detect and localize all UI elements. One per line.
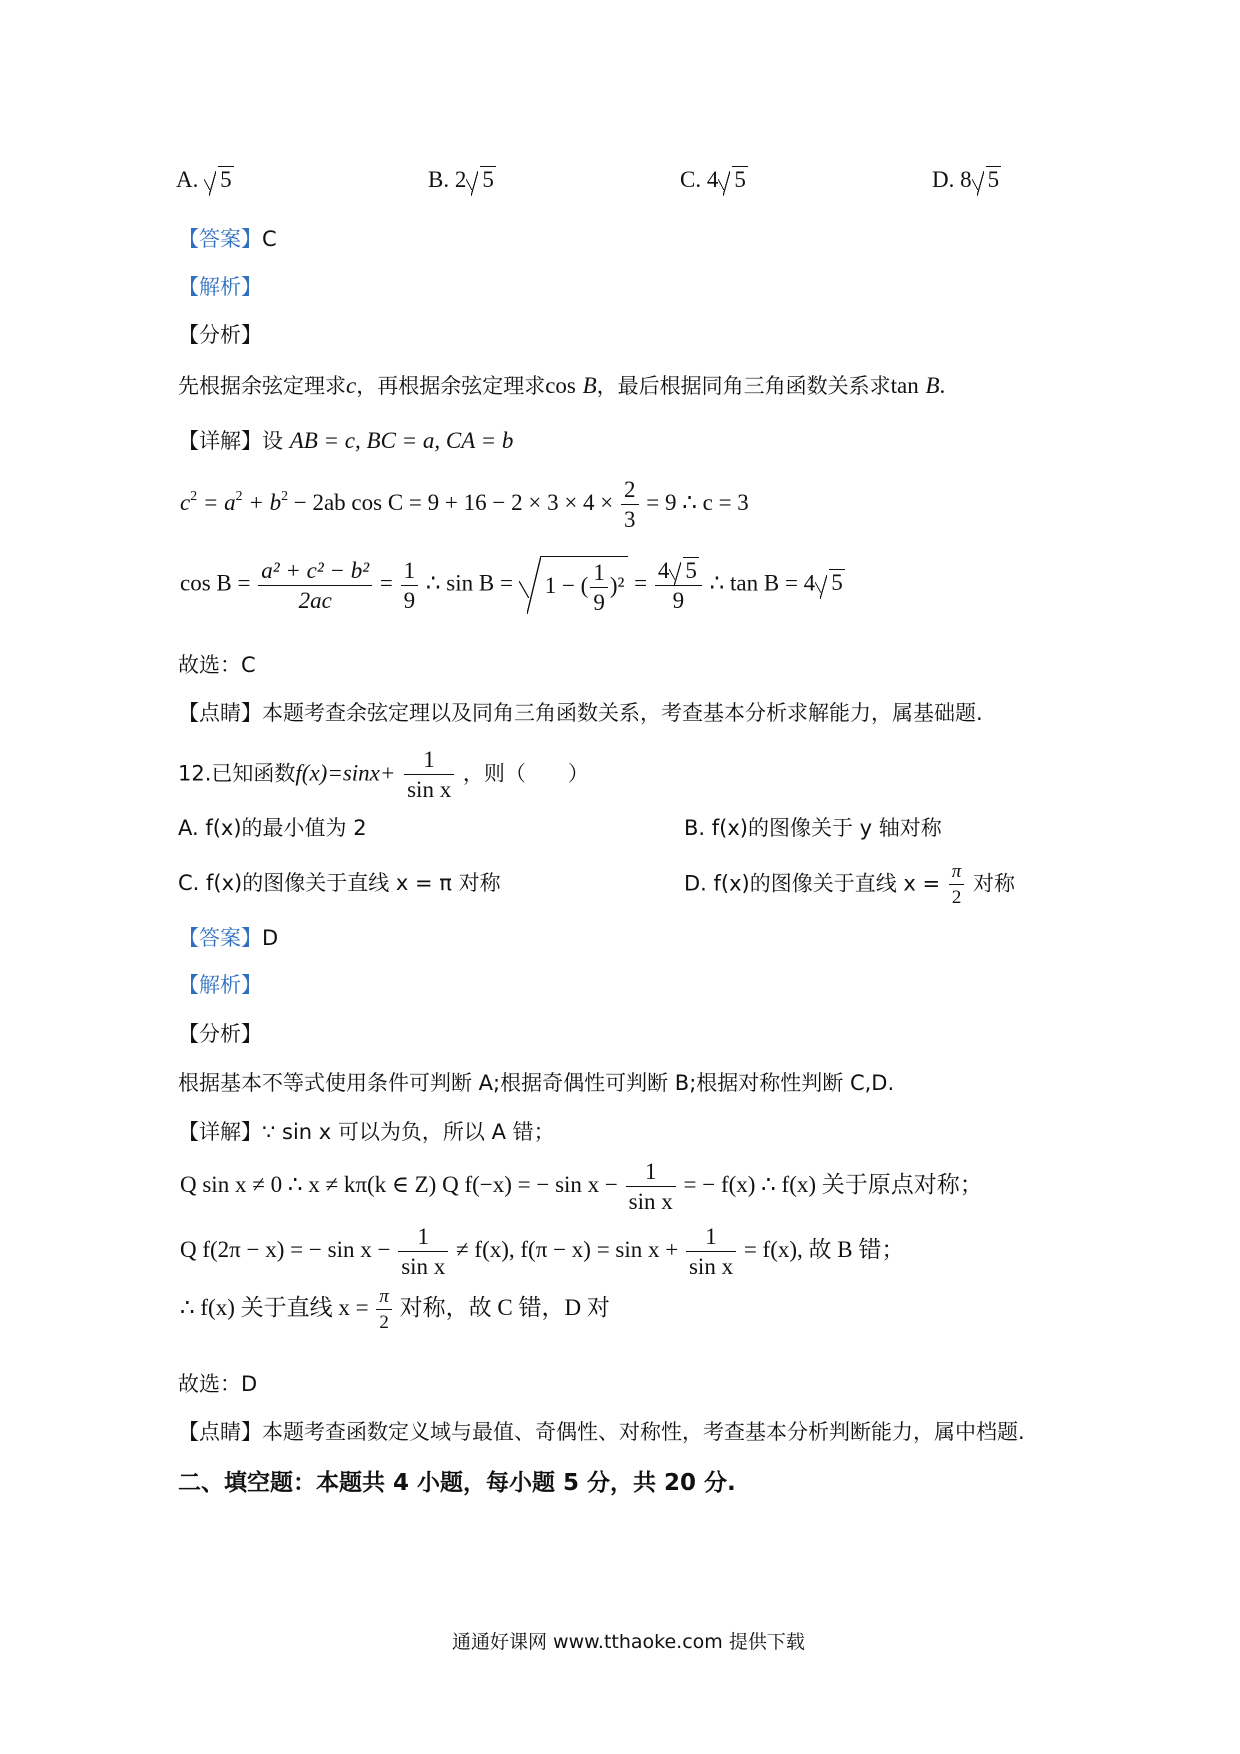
q12-option-d-num: π (951, 861, 962, 882)
eq2-cos-b: cos B = (180, 570, 251, 596)
fenxi-text-2: ，再根据余弦定理求 (356, 374, 546, 398)
eq1-result: = 9 ∴ c = 3 (646, 489, 749, 515)
eq2-sqrt (519, 556, 629, 614)
line2-post: = − f(x) ∴ f(x) 关于原点对称； (683, 1171, 983, 1197)
fenxi-var-b: B (582, 373, 597, 398)
line3-num-2: 1 (705, 1224, 717, 1249)
line4-den: 2 (376, 1309, 392, 1332)
sqrt-symbol (204, 168, 234, 191)
q12-option-d (684, 862, 1015, 907)
xiangjie-she: 设 (262, 429, 283, 453)
q12-stem-num: 1 (423, 747, 435, 772)
line4-post: 对称，故 C 错，D 对 (399, 1294, 610, 1320)
fenxi-var-c: c (346, 373, 357, 398)
option-a-radicand: 5 (220, 167, 232, 192)
answer-tag: 【答案】 (178, 926, 262, 950)
option-d (932, 168, 1001, 191)
q11-dianjing (178, 703, 983, 724)
eq2-inner: 1 − ( (544, 572, 589, 598)
line2-num: 1 (644, 1159, 657, 1184)
line4-num: π (379, 1286, 389, 1307)
line2-den: sin x (626, 1186, 676, 1213)
q11-xiangjie-line (178, 429, 513, 452)
eq2-numerator: a² + c² − b² (261, 557, 370, 583)
sqrt-symbol (972, 168, 1002, 191)
option-b-label: B. 2 (428, 167, 467, 192)
eq2-nine: 9 (401, 585, 419, 612)
page-footer: 通通好课网 www.tthaoke.com 提供下载 (452, 1631, 805, 1653)
eq1-a: = a (197, 489, 236, 515)
q12-dianjing (178, 1422, 1025, 1443)
option-c-label: C. 4 (680, 167, 719, 192)
q11-fenxi-text (178, 374, 945, 397)
q12-jiexi-tag: 【解析】 (178, 973, 262, 997)
fenxi-tan: tan (890, 373, 919, 398)
q12-fenxi-tag: 【分析】 (178, 1022, 262, 1046)
eq2-inner-num: 1 (593, 560, 605, 585)
line3-den-2: sin x (686, 1251, 736, 1278)
eq2-inner-end: )² (609, 572, 625, 598)
eq2-tan-b: ∴ tan B = 4 (709, 570, 816, 596)
line3-post: = f(x), 故 B 错； (743, 1236, 905, 1262)
option-b (428, 168, 496, 191)
q12-fenxi-text: 根据基本不等式使用条件可判断 A;根据奇偶性可判断 B;根据对称性判断 C,D. (178, 1071, 895, 1095)
line3-fraction-2 (686, 1225, 736, 1278)
eq2-equals-2: = (634, 570, 648, 596)
q12-stem-pre: 12.已知函数 (178, 761, 296, 786)
eq2-fraction-1 (258, 559, 372, 612)
q11-jiexi-tag: 【解析】 (178, 275, 262, 299)
eq1-c: c (180, 489, 191, 515)
line2-pre: Q sin x ≠ 0 ∴ x ≠ kπ(k ∈ Z) Q f(−x) = − sin x − (180, 1171, 618, 1197)
sqrt-symbol (718, 168, 748, 191)
line3-pre: Q f(2π − x) = − sin x − (180, 1236, 391, 1262)
fenxi-text-1: 先根据余弦定理求 (178, 374, 346, 398)
line3-fraction-1 (398, 1225, 448, 1278)
sqrt-symbol (466, 168, 496, 191)
equation-law-of-cosines-c: $c^2 = a^2 + b^2 - 2ab$ cos C = 9 + 16 − 2 × 3 × 4 × $\frac{2}{3}$ = 9 ∴ c = 3 (180, 477, 749, 532)
eq1-fraction (621, 478, 639, 531)
eq2-inner-den: 9 (590, 587, 608, 614)
eq2-equals: = (379, 570, 393, 596)
q12-stem-den: sin x (404, 774, 454, 801)
line2-fraction (626, 1160, 676, 1213)
q12-derivation-line-1 (180, 1160, 983, 1213)
eq2-den-nine: 9 (655, 585, 702, 612)
line3-num: 1 (417, 1224, 429, 1249)
xiangjie-text: ∵ sin x 可以为负，所以 A 错； (262, 1120, 555, 1144)
dianjing-text: 本题考查余弦定理以及同角三角函数关系，考查基本分析求解能力，属基础题. (262, 701, 983, 725)
equation-cos-sin-tan (180, 556, 845, 614)
option-b-radicand: 5 (482, 167, 494, 192)
q12-option-a: A. f(x)的最小值为 2 (178, 816, 367, 840)
eq2-sin-b: ∴ sin B = (425, 570, 513, 596)
dianjing-tag: 【点睛】 (178, 701, 262, 725)
q12-derivation-line-3 (180, 1287, 610, 1332)
q12-stem-fx: f(x)=sinx+ (295, 760, 396, 786)
eq2-radicand: 5 (685, 557, 697, 583)
dianjing-text: 本题考查函数定义域与最值、奇偶性、对称性，考查基本分析判断能力，属中档题. (262, 1420, 1025, 1444)
option-c-radicand: 5 (734, 167, 746, 192)
xiangjie-definitions: AB = c, BC = a, CA = b (289, 428, 514, 453)
answer-value: C (262, 227, 277, 251)
eq2-fraction-3 (655, 559, 702, 612)
q11-guxuan: 故选：C (178, 653, 256, 677)
eq2-four: 4 (657, 557, 670, 583)
answer-value: D (262, 926, 279, 950)
q12-xiangjie-line (178, 1122, 555, 1143)
line3-mid: ≠ f(x), f(π − x) = sin x + (456, 1236, 679, 1262)
xiangjie-tag: 【详解】 (178, 429, 262, 453)
option-d-radicand: 5 (987, 167, 1000, 192)
eq2-denominator: 2ac (258, 585, 372, 612)
fenxi-end: . (939, 373, 946, 398)
eq1-numerator: 2 (624, 477, 636, 502)
fenxi-var-b2: B (925, 373, 940, 398)
q12-answer-line (178, 928, 278, 949)
q12-guxuan: 故选：D (178, 1372, 258, 1396)
answer-tag: 【答案】 (178, 227, 262, 251)
eq2-one: 1 (403, 557, 416, 583)
fenxi-text-3: ，最后根据同角三角函数关系求 (596, 374, 891, 398)
dianjing-tag: 【点睛】 (178, 1420, 262, 1444)
option-c (680, 168, 748, 191)
q11-answer-line (178, 229, 277, 250)
eq1-b: + b (242, 489, 282, 515)
eq1-denominator: 3 (621, 504, 639, 531)
eq2-tan-radicand: 5 (831, 570, 843, 596)
q12-option-d-post: 对称 (973, 871, 1016, 896)
q11-fenxi-tag: 【分析】 (178, 323, 262, 347)
q12-option-b: B. f(x)的图像关于 y 轴对称 (684, 816, 942, 840)
line4-fraction (376, 1287, 392, 1332)
option-d-label: D. 8 (932, 167, 972, 192)
option-a (176, 168, 234, 191)
eq2-fraction-2 (401, 559, 419, 612)
q12-stem-fraction (404, 748, 454, 801)
q12-derivation-line-2 (180, 1225, 904, 1278)
section-title: 二、填空题：本题共 4 小题，每小题 5 分，共 20 分. (178, 1470, 736, 1496)
sqrt-symbol (815, 571, 845, 594)
q12-stem-post: ，则（ ） (462, 761, 589, 786)
fenxi-cos: cos (545, 373, 576, 398)
eq1-expression: − 2ab cos C = 9 + 16 − 2 × 3 × 4 × (288, 489, 614, 515)
q12-option-d-pre: D. f(x)的图像关于直线 x = (684, 871, 941, 896)
q12-option-d-fraction (949, 862, 965, 907)
line4-pre: ∴ f(x) 关于直线 x = (180, 1294, 369, 1320)
option-a-label: A. (176, 167, 199, 192)
q12-option-d-den: 2 (949, 884, 965, 907)
q12-stem (178, 748, 589, 801)
xiangjie-tag: 【详解】 (178, 1120, 262, 1144)
line3-den: sin x (398, 1251, 448, 1278)
eq2-inner-fraction (590, 561, 608, 614)
sqrt-symbol (669, 559, 699, 582)
q12-option-c: C. f(x)的图像关于直线 x = π 对称 (178, 871, 501, 895)
